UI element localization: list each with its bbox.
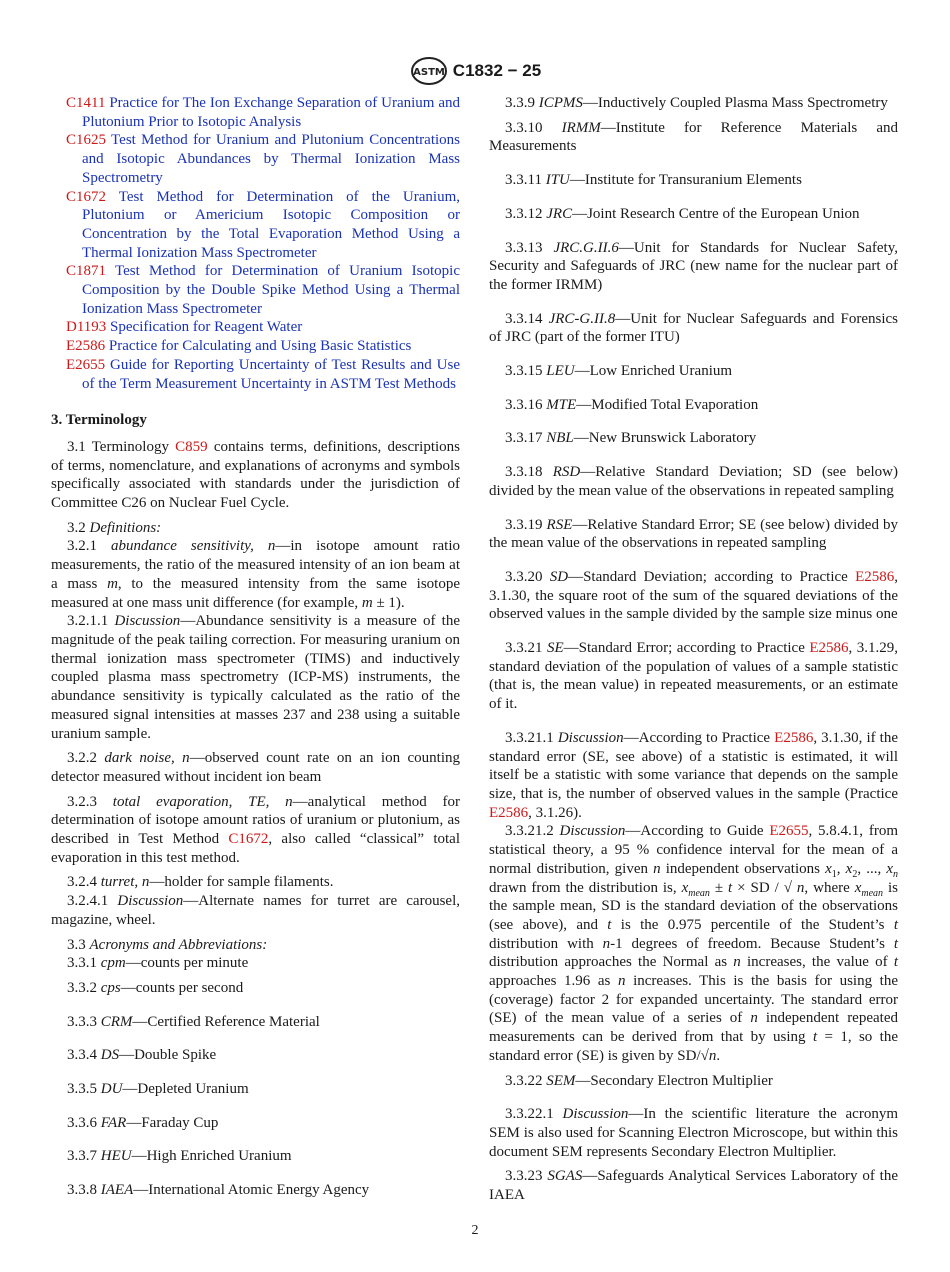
reference-e2586[interactable]: E2586 Practice for Calculating and Using Basic Statistics bbox=[66, 338, 412, 355]
paragraph-3-2-4: 3.2.4 turret, n—holder for sample filaments. bbox=[67, 874, 334, 891]
acronym-entry: 3.3.5 DU—Depleted Uranium bbox=[67, 1081, 249, 1098]
acronym-entry: 3.3.7 HEU—High Enriched Uranium bbox=[67, 1148, 292, 1165]
reference-c1672[interactable]: C1672 Test Method for Determination of the Uranium, Plutonium or Americium Isotopic Composition or Concentration by the Total Evaporation Method Using a Thermal Ionization Mass Spectrometer bbox=[66, 188, 460, 261]
left-column bbox=[51, 94, 460, 1215]
paragraph-3-3-22-1: 3.3.22.1 Discussion—In the scientific literature the acronym SEM is also used for Scanning Electron Microscope, but within this document SEM represents Secondary Electron Multiplier. bbox=[489, 1106, 899, 1160]
paragraph-3-2-3: 3.2.3 total evaporation, TE, n—analytical method for determination of isotope amount ratios of uranium or plutonium, as described in Test Method C1672, also called “classical” total evaporation in this test method. bbox=[51, 793, 461, 866]
paragraph-3-2-4-1: 3.2.4.1 Discussion—Alternate names for turret are carousel, magazine, wheel. bbox=[51, 893, 461, 928]
acronym-entry: 3.3.3 CRM—Certified Reference Material bbox=[67, 1013, 320, 1030]
acronym-entry: 3.3.16 MTE—Modified Total Evaporation bbox=[505, 396, 759, 413]
acronym-entry: 3.3.17 NBL—New Brunswick Laboratory bbox=[505, 430, 757, 447]
acronym-entry: 3.3.18 RSD—Relative Standard Deviation; SD (see below) divided by the mean value of the observations in repeated sampling bbox=[489, 464, 898, 499]
paragraph-3-3: 3.3 Acronyms and Abbreviations: bbox=[67, 936, 268, 953]
reference-e2655[interactable]: E2655 Guide for Reporting Uncertainty of Test Results and Use of the Term Measurement Uncertainty in ASTM Test Methods bbox=[66, 356, 460, 392]
acronym-entry: 3.3.19 RSE—Relative Standard Error; SE (see below) divided by the mean value of the observations in repeated sampling bbox=[489, 516, 898, 552]
acronym-entry: 3.3.1 cpm—counts per minute bbox=[67, 955, 249, 972]
paragraph-3-1: 3.1 Terminology C859 contains terms, definitions, descriptions of terms, nomenclature, and explanations of acronyms and symbols specifically associated with standards under the jurisdiction of Committee C26 on Nuclear Fuel Cycle. bbox=[51, 438, 460, 512]
paragraph-3-3-21-2: 3.3.21.2 Discussion—According to Guide E2655, 5.8.4.1, from statistical theory, a 95 % confidence interval for the mean of a normal distribution, given n independent observations $x_1$, $x_2$, ..., $x_n$ drawn from the distribution is, $x_{mean} \pm t$ × SD / √ n, where $x_{mean}$ is the sample mean, SD is the standard deviation of the observations (see above), and t is the 0.975 percentile of the Student’s t distribution with n-1 degrees of freedom. Because Student’s t distribution approaches the Normal as n increases, the value of t approaches 1.96 as n increases. This is the basis for using the (coverage) factor 2 for expanded uncertainty. The standard error (SE) of the mean value of a series of n independent repeated measurements can be derived from that by using t = 1, so the standard error (SE) is given by SD/√n. bbox=[489, 823, 899, 1064]
acronym-entry: 3.3.10 IRMM—Institute for Reference Materials and Measurements bbox=[489, 119, 898, 155]
reference-c1625[interactable]: C1625 Test Method for Uranium and Plutonium Concentrations and Isotopic Abundances by Thermal Ionization Mass Spectrometry bbox=[66, 132, 461, 186]
paragraph-3-3-21: 3.3.21 SE—Standard Error; according to Practice E2586, 3.1.29, standard deviation of the population of values of a sample statistic (that is, the mean value) in repeated measurements, or an estimate of it. bbox=[489, 640, 899, 713]
right-column bbox=[489, 94, 898, 1220]
link-e2586[interactable]: E2586 bbox=[809, 640, 849, 657]
acronym-entry: 3.3.11 ITU—Institute for Transuranium Elements bbox=[505, 172, 802, 189]
paragraph-3-3-23: 3.3.23 SGAS—Safeguards Analytical Services Laboratory of the IAEA bbox=[489, 1168, 899, 1204]
link-e2586[interactable]: E2586 bbox=[855, 568, 895, 585]
acronym-entry: 3.3.15 LEU—Low Enriched Uranium bbox=[505, 363, 733, 380]
reference-c1411[interactable]: C1411 Practice for The Ion Exchange Separation of Uranium and Plutonium Prior to Isotopic Analysis bbox=[66, 95, 461, 130]
link-e2655[interactable]: E2655 bbox=[769, 823, 809, 840]
paragraph-3-3-21-1: 3.3.21.1 Discussion—According to Practice E2586, 3.1.30, if the standard error (SE, see above) of a statistic is estimated, it will itself be a statistic with some variance that depends on the sample size, that is, the number of observed values in the sample (Practice E2586, 3.1.26). bbox=[489, 729, 899, 821]
svg-text:ASTM: ASTM bbox=[412, 67, 445, 78]
paragraph-3-3-22: 3.3.22 SEM—Secondary Electron Multiplier bbox=[505, 1072, 773, 1089]
reference-c1871[interactable]: C1871 Test Method for Determination of Uranium Isotopic Composition by the Double Spike Method Using a Thermal Ionization Mass Spectrometer bbox=[66, 263, 460, 317]
page-header bbox=[0, 56, 950, 84]
paragraph-3-2-1-1: 3.2.1.1 Discussion—Abundance sensitivity is a measure of the magnitude of the peak tailing correction. For measuring uranium on thermal ionization mass spectrometer (TIMS) and inductively coupled plasma mass spectrometry (ICP-MS) instruments, the abundance sensitivity is typically calculated as the ratio of the measured signal intensities at masses 237 and 238 using a suitable uranium sample. bbox=[51, 613, 461, 742]
paragraph-3-2-1: 3.2.1 abundance sensitivity, n—in isotope amount ratio measurements, the ratio of the measured intensity of an ion beam at a mass m, to the measured intensity from the same isotope measured at one mass unit difference (for example, m ± 1). bbox=[51, 538, 460, 611]
page-number: 2 bbox=[471, 1223, 479, 1238]
acronym-entry: 3.3.6 FAR—Faraday Cup bbox=[67, 1114, 219, 1131]
link-e2586[interactable]: E2586 bbox=[489, 804, 529, 821]
acronym-entry: 3.3.12 JRC—Joint Research Centre of the European Union bbox=[505, 205, 860, 222]
acronym-entry: 3.3.4 DS—Double Spike bbox=[67, 1047, 217, 1064]
acronym-entry: 3.3.14 JRC-G.II.8—Unit for Nuclear Safeguards and Forensics of JRC (part of the former ITU) bbox=[489, 310, 899, 346]
acronym-entry: 3.3.9 ICPMS—Inductively Coupled Plasma Mass Spectrometry bbox=[505, 95, 888, 111]
paragraph-3-2: 3.2 Definitions: bbox=[67, 519, 162, 536]
section-heading: 3. Terminology bbox=[51, 412, 147, 429]
reference-d1193[interactable]: D1193 Specification for Reagent Water bbox=[66, 319, 303, 336]
link-e2586[interactable]: E2586 bbox=[774, 729, 814, 746]
astm-logo-icon bbox=[409, 56, 449, 86]
link-c1672[interactable]: C1672 bbox=[228, 831, 269, 848]
paragraph-3-3-20: 3.3.20 SD—Standard Deviation; according to Practice E2586, 3.1.30, the square root of the sum of the squared deviations of the observed values in the sample divided by the sample size minus one bbox=[489, 568, 898, 623]
link-c859[interactable]: C859 bbox=[175, 438, 208, 455]
paragraph-3-2-2: 3.2.2 dark noise, n—observed count rate on an ion counting detector measured without incident ion beam bbox=[51, 750, 460, 785]
acronym-entry: 3.3.2 cps—counts per second bbox=[67, 979, 244, 996]
document-id: C1832 − 25 bbox=[452, 60, 542, 80]
acronym-entry: 3.3.8 IAEA—International Atomic Energy Agency bbox=[67, 1182, 370, 1199]
acronym-entry: 3.3.13 JRC.G.II.6—Unit for Standards for Nuclear Safety, Security and Safeguards of JRC (new name for the nuclear part of the former IRMM) bbox=[489, 239, 898, 293]
